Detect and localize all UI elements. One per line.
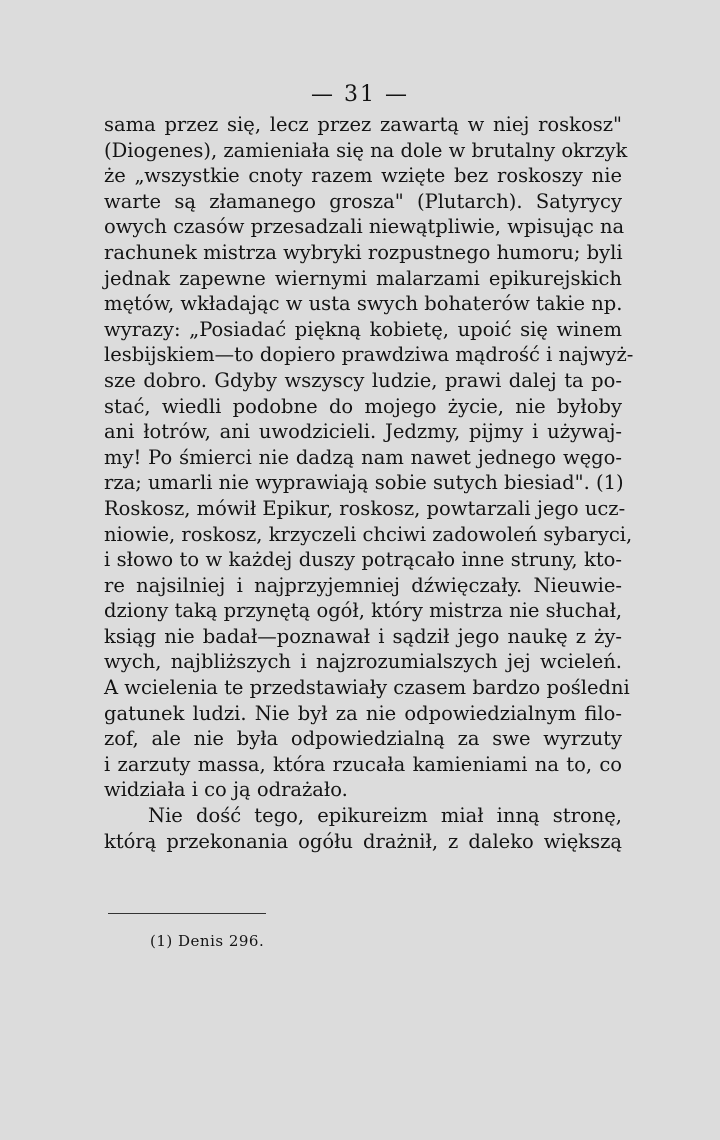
text-line: re najsilniej i najprzyjemniej dźwięczały. Nieuwie- xyxy=(104,573,622,597)
text-line: stać, wiedli podobne do mojego życie, nie byłoby xyxy=(104,394,622,418)
page-number-header: — 31 — xyxy=(311,82,409,107)
text-line: wych, najbliższych i najzrozumialszych jej wcieleń. xyxy=(104,650,622,674)
text-line: ani łotrów, ani uwodzicieli. Jedzmy, pijmy i używaj- xyxy=(104,420,622,444)
text-line: sama przez się, lecz przez zawartą w niej roskosz" xyxy=(104,113,622,136)
text-line: którą przekonania ogółu drażnił, z daleko większą xyxy=(104,829,622,853)
text-line: zof, ale nie była odpowiedzialną za swe wyrzuty xyxy=(104,727,622,751)
text-line: i słowo to w każdej duszy potrącało inne struny, kto- xyxy=(104,548,622,572)
text-line: jednak zapewne wiernymi malarzami epikurejskich xyxy=(104,266,622,290)
text-line: owych czasów przesadzali niewątpliwie, wpisując na xyxy=(104,215,625,239)
text-line: Nie dość tego, epikureizm miał inną stronę, xyxy=(148,804,622,828)
text-line: my! Po śmierci nie dadzą nam nawet jednego węgo- xyxy=(104,445,622,469)
text-line: rachunek mistrza wybryki rozpustnego humoru; byli xyxy=(104,240,623,264)
footnote-divider xyxy=(108,913,266,914)
text-line: A wcielenia te przedstawiały czasem bardzo pośledni xyxy=(104,676,630,700)
text-line: sze dobro. Gdyby wszyscy ludzie, prawi dalej ta po- xyxy=(104,368,622,392)
text-line: wyrazy: „Posiadać piękną kobietę, upoić się winem xyxy=(104,317,622,341)
text-line: widziała i co ją odrażało. xyxy=(104,778,348,802)
main-text xyxy=(104,112,634,854)
text-line: niowie, roskosz, krzyczeli chciwi zadowoleń sybaryci, xyxy=(104,522,633,546)
text-line: mętów, wkładając w usta swych bohaterów takie np. xyxy=(104,292,623,316)
text-line: (Diogenes), zamieniała się na dole w brutalny okrzyk xyxy=(104,138,628,162)
footnote: (1) Denis 296. xyxy=(150,932,265,950)
text-line: rza; umarli nie wyprawiają sobie sutych biesiad". (1) xyxy=(104,471,624,495)
text-line: lesbijskiem—to dopiero prawdziwa mądrość i najwyż- xyxy=(104,343,634,367)
text-line: i zarzuty massa, która rzucała kamieniami na to, co xyxy=(104,752,622,776)
text-line: dziony taką przynętą ogół, który mistrza nie słuchał, xyxy=(104,599,623,623)
text-line: gatunek ludzi. Nie był za nie odpowiedzialnym filo- xyxy=(104,701,622,725)
text-line: warte są złamanego grosza" (Plutarch). Satyrycy xyxy=(104,189,622,213)
text-line: że „wszystkie cnoty razem wzięte bez roskoszy nie xyxy=(104,164,622,188)
text-line: ksiąg nie badał—poznawał i sądził jego naukę z ży- xyxy=(104,624,622,648)
text-line: Roskosz, mówił Epikur, roskosz, powtarzali jego ucz- xyxy=(104,496,626,520)
